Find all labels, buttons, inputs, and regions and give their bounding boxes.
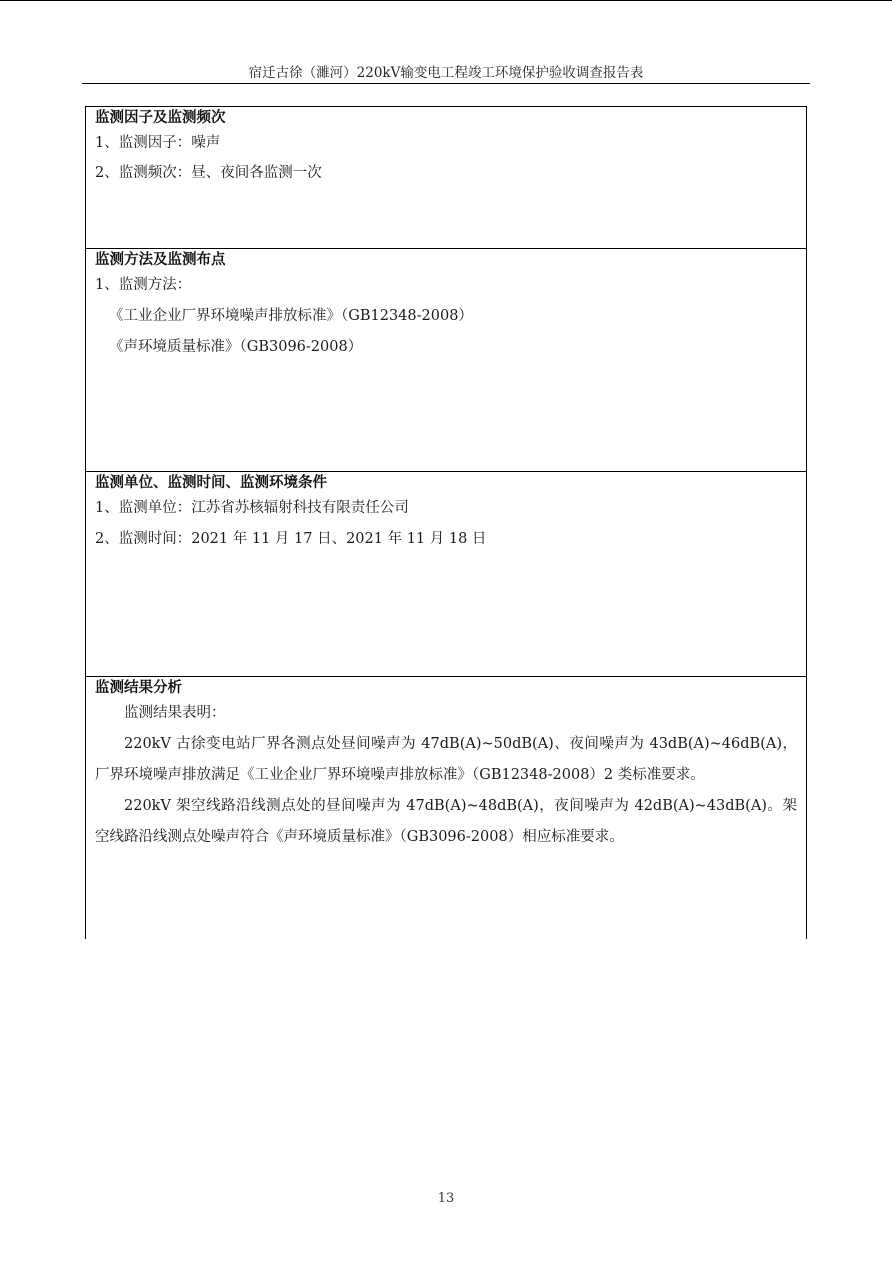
section-monitoring-results [86,676,806,940]
standard-line-gb3096: 《声环境质量标准》（GB3096-2008） [109,339,363,355]
section-monitoring-methods [86,248,806,471]
page-header-title: 宿迁古徐（濉河）220kV输变电工程竣工环境保护验收调查报告表 [248,65,644,81]
page-number: 13 [437,1191,455,1206]
top-edge-rule [0,0,892,1]
section-monitoring-unit [86,471,806,676]
report-table [85,106,807,939]
factor-line: 1、监测因子：噪声 [95,135,221,151]
method-line: 1、监测方法： [95,277,192,293]
section-monitoring-factors [86,107,806,248]
header-rule [82,83,810,84]
results-substation: 220kV 古徐变电站厂界各测点处昼间噪声为 47dB(A)~50dB(A)、夜间噪声为 43dB(A)~46dB(A)，厂界环境噪声排放满足《工业企业厂界环境噪声排放标准》（GB12348-2008）2 类标准要求。 [95,736,797,783]
time-line: 2、监测时间：2021 年 11 月 17 日、2021 年 11 月 18 日 [95,531,487,547]
unit-line: 1、监测单位：江苏省苏核辐射科技有限责任公司 [95,500,409,516]
standard-line-gb12348: 《工业企业厂界环境噪声排放标准》（GB12348-2008） [109,308,473,324]
section-title: 监测方法及监测布点 [95,251,226,268]
frequency-line: 2、监测频次：昼、夜间各监测一次 [95,165,322,181]
section-title: 监测结果分析 [95,679,182,696]
section-title: 监测单位、监测时间、监测环境条件 [95,474,327,491]
results-intro: 监测结果表明： [124,705,226,721]
section-title: 监测因子及监测频次 [95,109,226,126]
results-overhead-line: 220kV 架空线路沿线测点处的昼间噪声为 47dB(A)~48dB(A)，夜间噪声为 42dB(A)~43dB(A)。架空线路沿线测点处噪声符合《声环境质量标准》（GB3096-2008）相应标准要求。 [95,798,797,845]
